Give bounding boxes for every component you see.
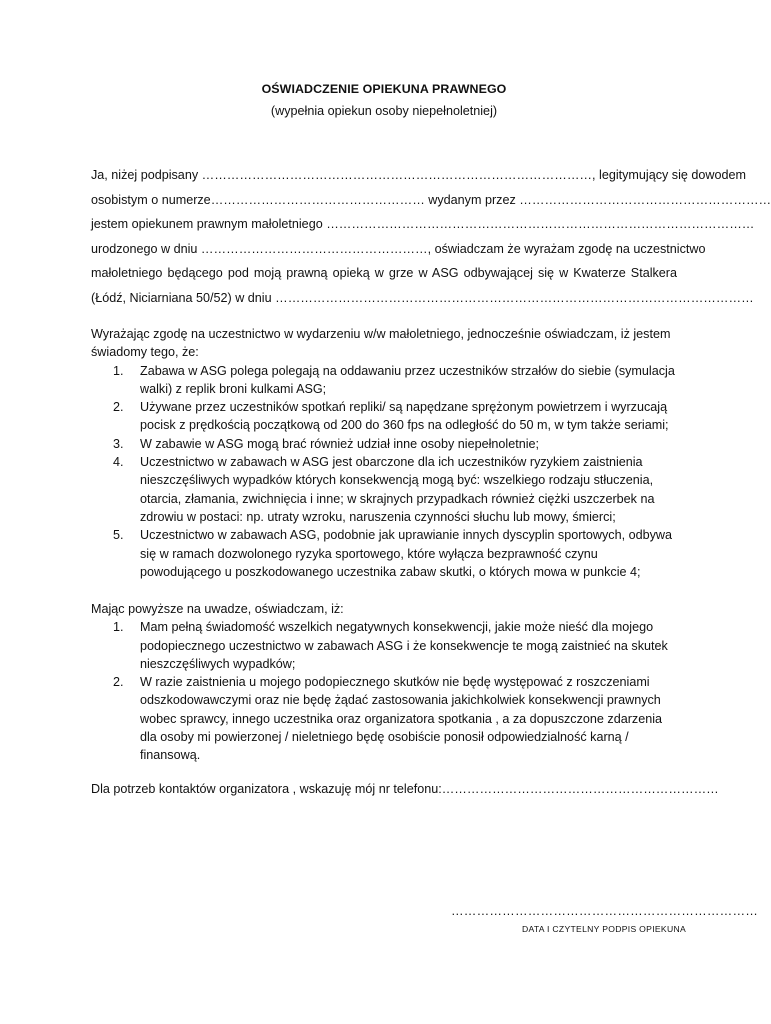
list-item-text: Uczestnictwo w zabawach ASG, podobnie jak uprawianie innych dyscyplin sportowych, odbywa się w ramach dozwolonego ryzyka sportowego, które wyłącza bezprawność czynu powodującego u poszkodowanego uczestnika zabaw skutki, o których mowa w punkcie 4; [140,528,673,579]
declaration-section [91,600,691,765]
list-item [91,435,681,453]
section-lead: Mając powyższe na uwadze, oświadczam, iż: [91,602,344,616]
signature-caption: DATA I CZYTELNY PODPIS OPIEKUNA [521,924,686,934]
section-lead: Wyrażając zgodę na uczestnictwo w wydarzeniu w/w małoletniego, jednocześnie oświadczam, iż jestem świadomy tego, że: [91,327,671,360]
awareness-section [91,325,691,581]
list-number: 1. [113,363,124,378]
list-item-text: Uczestnictwo w zabawach w ASG jest obarczone dla ich uczestników ryzykiem zaistnienia nieszczęśliwych wypadków których konsekwencją mogą być: wszelkiego rodzaju stłuczenia, otarcia, złamania, zwichnięcia i inne; w skrajnych przypadkach również ciężki uszczerbek na zdrowiu w postaci: np. utraty wzroku, naruszenia czynności słuchu lub mowy, śmierci; [140,455,655,524]
intro-line: małoletniego będącego pod moją prawną opieką w grze w ASG odbywającej się w Kwaterze Stalkera [91,266,677,281]
declaration-intro [91,163,771,311]
list-item [91,526,681,581]
intro-line: urodzonego w dniu ………………………………………………, oświadczam że wyrażam zgodę na uczestnictwo [91,241,706,256]
list-item [91,362,681,399]
list-item [91,673,681,764]
intro-line: (Łódź, Niciarniana 50/52) w dniu …………………………………………………………………………………………………… [91,290,754,305]
list-number: 3. [113,436,124,451]
list-number: 5. [113,528,124,543]
intro-line: Ja, niżej podpisany …………………………………………………………………………………, legitymujący się dowodem [91,168,747,182]
intro-line: jestem opiekunem prawnym małoletniego ………………………………………………………………………………………… [91,217,755,232]
list-item-text: W razie zaistnienia u mojego podopiecznego skutków nie będę występować z roszczeniami odszkodowawczymi oraz nie będę żądać zastosowania jakichkolwiek konsekwencji prawnych wobec sprawcy, innego uczestnika oraz organizatora spotkania , a za dopuszczone zdarzenia dla osoby mi powierzonej / nieletniego będę osobiście ponosił odpowiedzialność karną / finansową. [140,675,663,763]
list-item-text: Używane przez uczestników spotkań repliki/ są napędzane sprężonym powietrzem i wyrzucają pocisk z prędkością początkową od 200 do 360 fps na odległość do 50 m, w tym także seriami; [140,400,669,433]
intro-line: osobistym o numerze…………………………………………… wydanym przez …………………………………………………… [91,192,771,207]
document-subtitle: (wypełnia opiekun osoby niepełnoletniej) [270,104,498,118]
signature-line: ……………………………………………………………… [451,904,759,918]
list-item-text: Mam pełną świadomość wszelkich negatywnych konsekwencji, jakie może nieść dla mojego podopiecznego uczestnictwo w zabawach ASG i że konsekwencje te mogą zaistnieć na skutek nieszczęśliwych wypadków; [140,620,668,671]
list-item-text: Zabawa w ASG polega polegają na oddawaniu przez uczestników strzałów do siebie (symulacja walki) z replik broni kulkami ASG; [140,363,675,396]
list-number: 2. [113,675,124,690]
list-number: 1. [113,620,124,635]
list-number: 2. [113,400,124,415]
list-number: 4. [113,455,124,470]
document-title: OŚWIADCZENIE OPIEKUNA PRAWNEGO [261,82,507,96]
list-item [91,453,681,526]
list-item [91,398,681,435]
list-item-text: W zabawie w ASG mogą brać również udział inne osoby niepełnoletnie; [140,436,540,451]
list-item [91,618,681,673]
phone-contact-line: Dla potrzeb kontaktów organizatora , wskazuję mój nr telefonu:………………………………………………………… [91,782,719,796]
declaration-list [91,618,691,764]
awareness-list [91,362,691,582]
